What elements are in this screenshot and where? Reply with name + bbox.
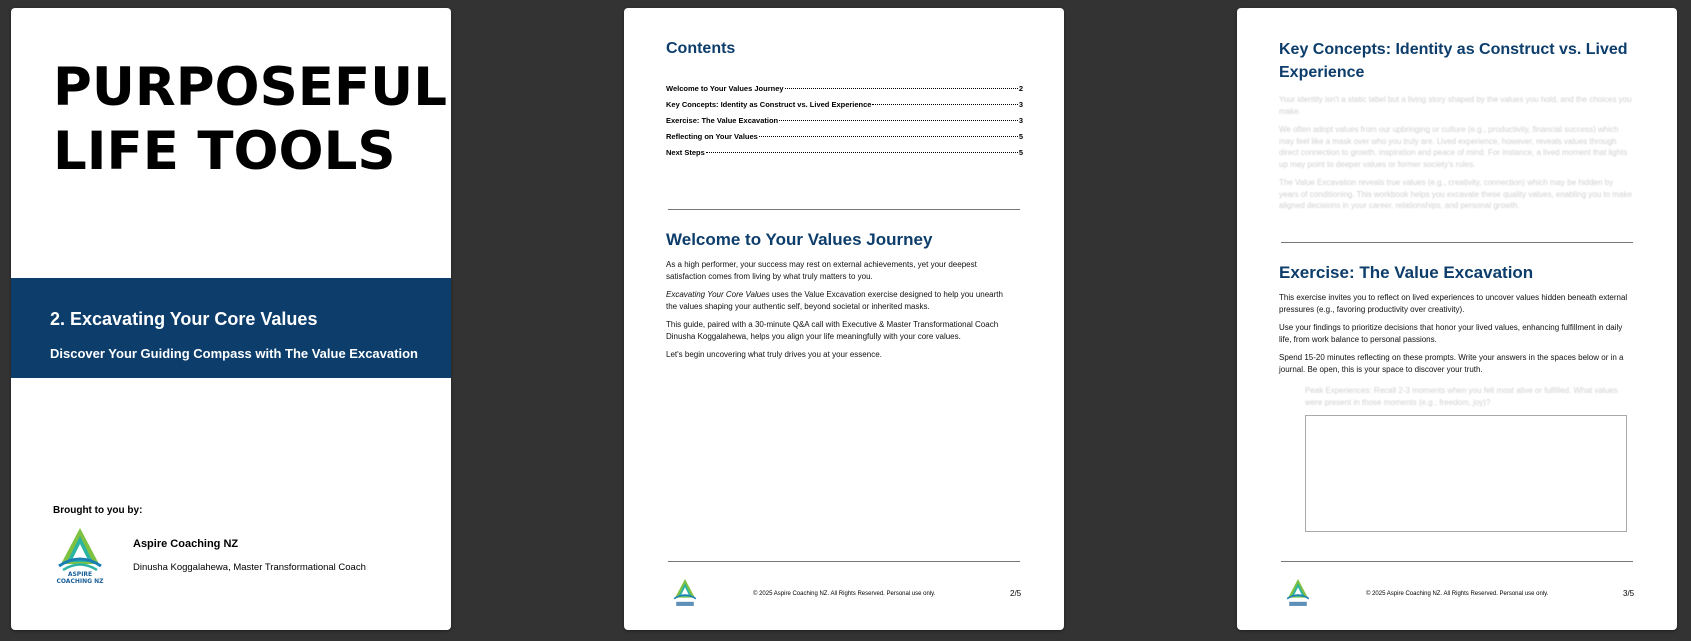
toc-entry[interactable]: [666, 84, 1023, 100]
exercise-para-2: Use your findings to prioritize decisions that honor your lived values, enhancing fulfillment in daily life, from work balance to personal passions.: [1279, 323, 1623, 344]
welcome-para-4: Let's begin uncovering what truly drives you at your essence.: [666, 350, 882, 359]
exercise-para-1: This exercise invites you to reflect on lived experiences to uncover values hidden beneath external pressures (e.g., favoring productivity over creativity).: [1279, 293, 1628, 314]
key-para-1: Your identity isn't a static label but a living story shaped by the values you hold, and the choices you make.: [1279, 95, 1632, 116]
brought-by-label: Brought to you by:: [53, 505, 143, 516]
key-concepts-heading: Key Concepts: Identity as Construct vs. Lived Experience: [1279, 41, 1628, 81]
logo-text-1: ASPIRE: [67, 571, 93, 578]
exercise-body: [1279, 292, 1634, 382]
org-person: Dinusha Koggalahewa, Master Transformational Coach: [133, 562, 366, 573]
cover-banner: [11, 278, 451, 378]
toc-leader: [779, 120, 1018, 121]
toc-entry[interactable]: [666, 132, 1023, 148]
toc-leader: [759, 136, 1018, 137]
toc-leader: [872, 104, 1017, 105]
toc-leader: [706, 152, 1018, 153]
toc-entry[interactable]: [666, 148, 1023, 164]
key-para-3: The Value Excavation reveals true values (e.g., creativity, connection) which may be hidden by years of conditioning. This workbook helps you excavate these quality values, enabling you to make aligned decisions in your career, relationships, and personal growth.: [1279, 178, 1632, 210]
toc-page: 5: [1018, 148, 1023, 157]
cover-title-line2: LIFE TOOLS: [53, 121, 396, 182]
toc-page: 3: [1018, 116, 1023, 125]
toc-page: 5: [1018, 132, 1023, 141]
exercise-page: [1237, 8, 1677, 630]
toc-entry[interactable]: [666, 116, 1023, 132]
exercise-prompt: Peak Experiences: Recall 2-3 moments when you felt most alive or fulfilled. What values were present in those moments (e.g., freedom, joy)?: [1305, 386, 1618, 407]
cover-title: [53, 56, 447, 184]
footer-copyright: © 2025 Aspire Coaching NZ. All Rights Reserved. Personal use only.: [753, 591, 936, 597]
org-name: Aspire Coaching NZ: [133, 538, 239, 550]
cover-tagline: Discover Your Guiding Compass with The Value Excavation: [50, 346, 418, 361]
toc-label: Reflecting on Your Values: [666, 132, 758, 141]
exercise-heading: Exercise: The Value Excavation: [1279, 263, 1534, 282]
footer-copyright: © 2025 Aspire Coaching NZ. All Rights Reserved. Personal use only.: [1366, 591, 1549, 597]
welcome-para-2: [666, 289, 1006, 312]
table-of-contents: [666, 84, 1023, 164]
toc-leader: [785, 88, 1018, 89]
section-divider: [668, 209, 1020, 210]
cover-title-line1: PURPOSEFUL: [53, 57, 447, 118]
aspire-logo-icon: [55, 526, 105, 584]
toc-page: 2: [1018, 84, 1023, 93]
toc-label: Next Steps: [666, 148, 705, 157]
answer-box[interactable]: [1305, 415, 1627, 532]
toc-page: 3: [1018, 100, 1023, 109]
welcome-para-2-text: uses the Value Excavation exercise designed to help you unearth the values shaping your authentic self, beyond societal or inherited masks.: [666, 290, 1003, 311]
welcome-para-1: As a high performer, your success may rest on external achievements, yet your deepest satisfaction comes from living by what truly matters to you.: [666, 260, 977, 281]
footer-logo-icon: [1285, 578, 1311, 608]
toc-label: Key Concepts: Identity as Construct vs. Lived Experience: [666, 100, 872, 109]
footer-logo-icon: [672, 578, 698, 608]
exercise-para-3: Spend 15-20 minutes reflecting on these prompts. Write your answers in the spaces below or in a journal. Be open, this is your space to discover your truth.: [1279, 353, 1624, 374]
cover-subtitle: 2. Excavating Your Core Values: [50, 309, 318, 329]
cover-page: [11, 8, 451, 630]
page-number: 3/5: [1623, 589, 1635, 598]
toc-entry[interactable]: [666, 100, 1023, 116]
toc-label: Welcome to Your Values Journey: [666, 84, 784, 93]
page-number: 2/5: [1010, 589, 1022, 598]
footer-divider: [668, 561, 1020, 562]
footer-divider: [1281, 561, 1633, 562]
toc-label: Exercise: The Value Excavation: [666, 116, 779, 125]
welcome-heading: Welcome to Your Values Journey: [666, 230, 933, 249]
section-divider: [1281, 242, 1633, 243]
guide-title: Excavating Your Core Values: [666, 290, 770, 299]
welcome-para-3: This guide, paired with a 30-minute Q&A call with Executive & Master Transformational Coach Dinusha Koggalahewa, helps you align your life meaningfully with your core values.: [666, 320, 999, 341]
welcome-body: [666, 259, 1006, 368]
logo-text-2: COACHING NZ: [56, 578, 104, 584]
contents-page: [624, 8, 1064, 630]
key-concepts-body: [1279, 94, 1634, 219]
key-para-2: We often adopt values from our upbringing or culture (e.g., productivity, financial success) which may feel like a mask over who you truly are. Lived experience, however, reveals values through direct connection to growth, inspiration and peace of mind. For instance, a lived moment that lights up may point to deeper values or former society's rules.: [1279, 125, 1628, 169]
contents-title: Contents: [666, 40, 736, 57]
